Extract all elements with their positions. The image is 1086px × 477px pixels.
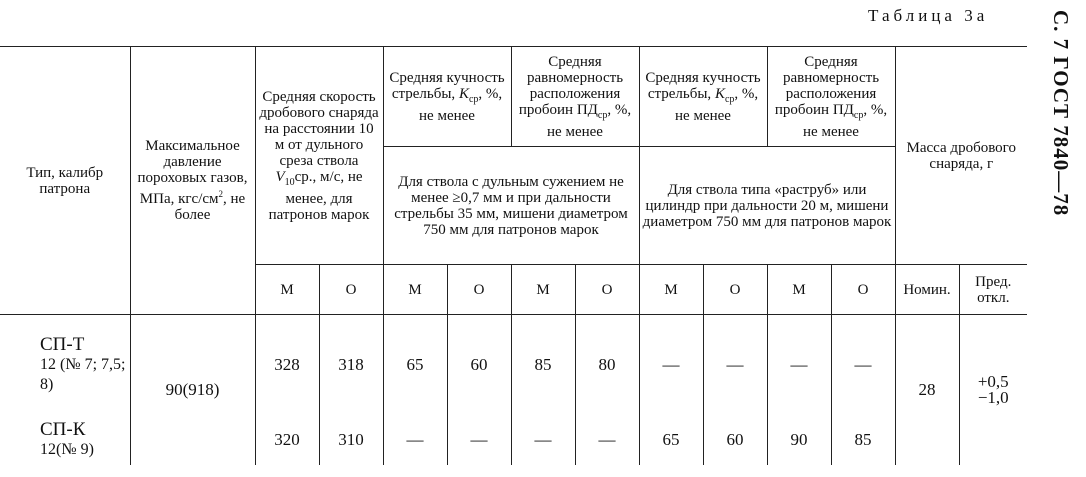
table-cell: 318 xyxy=(319,315,383,415)
table-cell: 328 xyxy=(255,315,319,415)
header-mark-o: О xyxy=(575,265,639,315)
header-kuchnost-right: Средняя кучность стрельбы, $K_{ср}$, %, не менее xyxy=(639,47,767,147)
side-header-text: С. 7 ГОСТ 7840—78 xyxy=(1049,10,1073,217)
header-mark-o: О xyxy=(319,265,383,315)
header-mark-o: О xyxy=(831,265,895,315)
header-pressure: Максимальное давление пороховых газов, МПа, кгс/$см^2$, не более xyxy=(130,47,255,315)
header-deviation: Пред. откл. xyxy=(959,265,1027,315)
table-row-type: СП-Т 12 (№ 7; 7,5; 8) xyxy=(0,315,130,415)
header-mark-m: М xyxy=(383,265,447,315)
table-cell: — xyxy=(639,315,703,415)
header-ravnom-right: Средняя равномерность расположения пробоин $ПД_{ср}$, %, не менее xyxy=(767,47,895,147)
table-cell: — xyxy=(575,415,639,465)
table-cell: — xyxy=(767,315,831,415)
table-cell: — xyxy=(447,415,511,465)
table-cell: — xyxy=(383,415,447,465)
pressure-value: 90(918) xyxy=(130,315,255,465)
header-mark-m: М xyxy=(767,265,831,315)
table-cell: 60 xyxy=(447,315,511,415)
header-mark-o: О xyxy=(447,265,511,315)
table-cell: 85 xyxy=(831,415,895,465)
table-row-type: СП-К 12(№ 9) xyxy=(0,415,130,465)
table-cell: — xyxy=(511,415,575,465)
header-speed: Средняя скорость дробового снаряда на расстоянии 10 м от дульного среза ствола $V_{10}ср$., м/с, не менее, для патронов марок xyxy=(255,47,383,265)
table-cell: — xyxy=(703,315,767,415)
header-nominal: Номин. xyxy=(895,265,959,315)
header-condition-right: Для ствола типа «раструб» или цилиндр при дальности 20 м, мишени диаметром 750 мм для патронов марок xyxy=(639,147,895,265)
header-condition-left: Для ствола с дульным сужением не менее ≥0,7 мм и при дальности стрельбы 35 мм, мишени диаметром 750 мм для патронов марок xyxy=(383,147,639,265)
table-cell: 80 xyxy=(575,315,639,415)
mass-deviation: +0,5 −1,0 xyxy=(959,315,1027,465)
table-cell: 60 xyxy=(703,415,767,465)
table-cell: 65 xyxy=(383,315,447,415)
table-cell: 90 xyxy=(767,415,831,465)
header-ravnom-left: Средняя равномерность расположения пробоин $ПД_{ср}$, %, не менее xyxy=(511,47,639,147)
table-cell: 310 xyxy=(319,415,383,465)
header-type: Тип, калибр патрона xyxy=(0,47,130,315)
table-cell: 85 xyxy=(511,315,575,415)
mass-nominal: 28 xyxy=(895,315,959,465)
table-caption: Таблица 3а xyxy=(868,6,989,25)
header-mark-m: М xyxy=(511,265,575,315)
table-cell: 65 xyxy=(639,415,703,465)
data-table xyxy=(0,46,1027,465)
table-cell: — xyxy=(831,315,895,415)
header-mark-o: О xyxy=(703,265,767,315)
side-header xyxy=(1031,10,1086,477)
header-kuchnost-left: Средняя кучность стрельбы, $K_{ср}$, %, не менее xyxy=(383,47,511,147)
header-mass: Масса дробового снаряда, г xyxy=(895,47,1027,265)
header-mark-m: М xyxy=(255,265,319,315)
table-cell: 320 xyxy=(255,415,319,465)
header-mark-m: М xyxy=(639,265,703,315)
